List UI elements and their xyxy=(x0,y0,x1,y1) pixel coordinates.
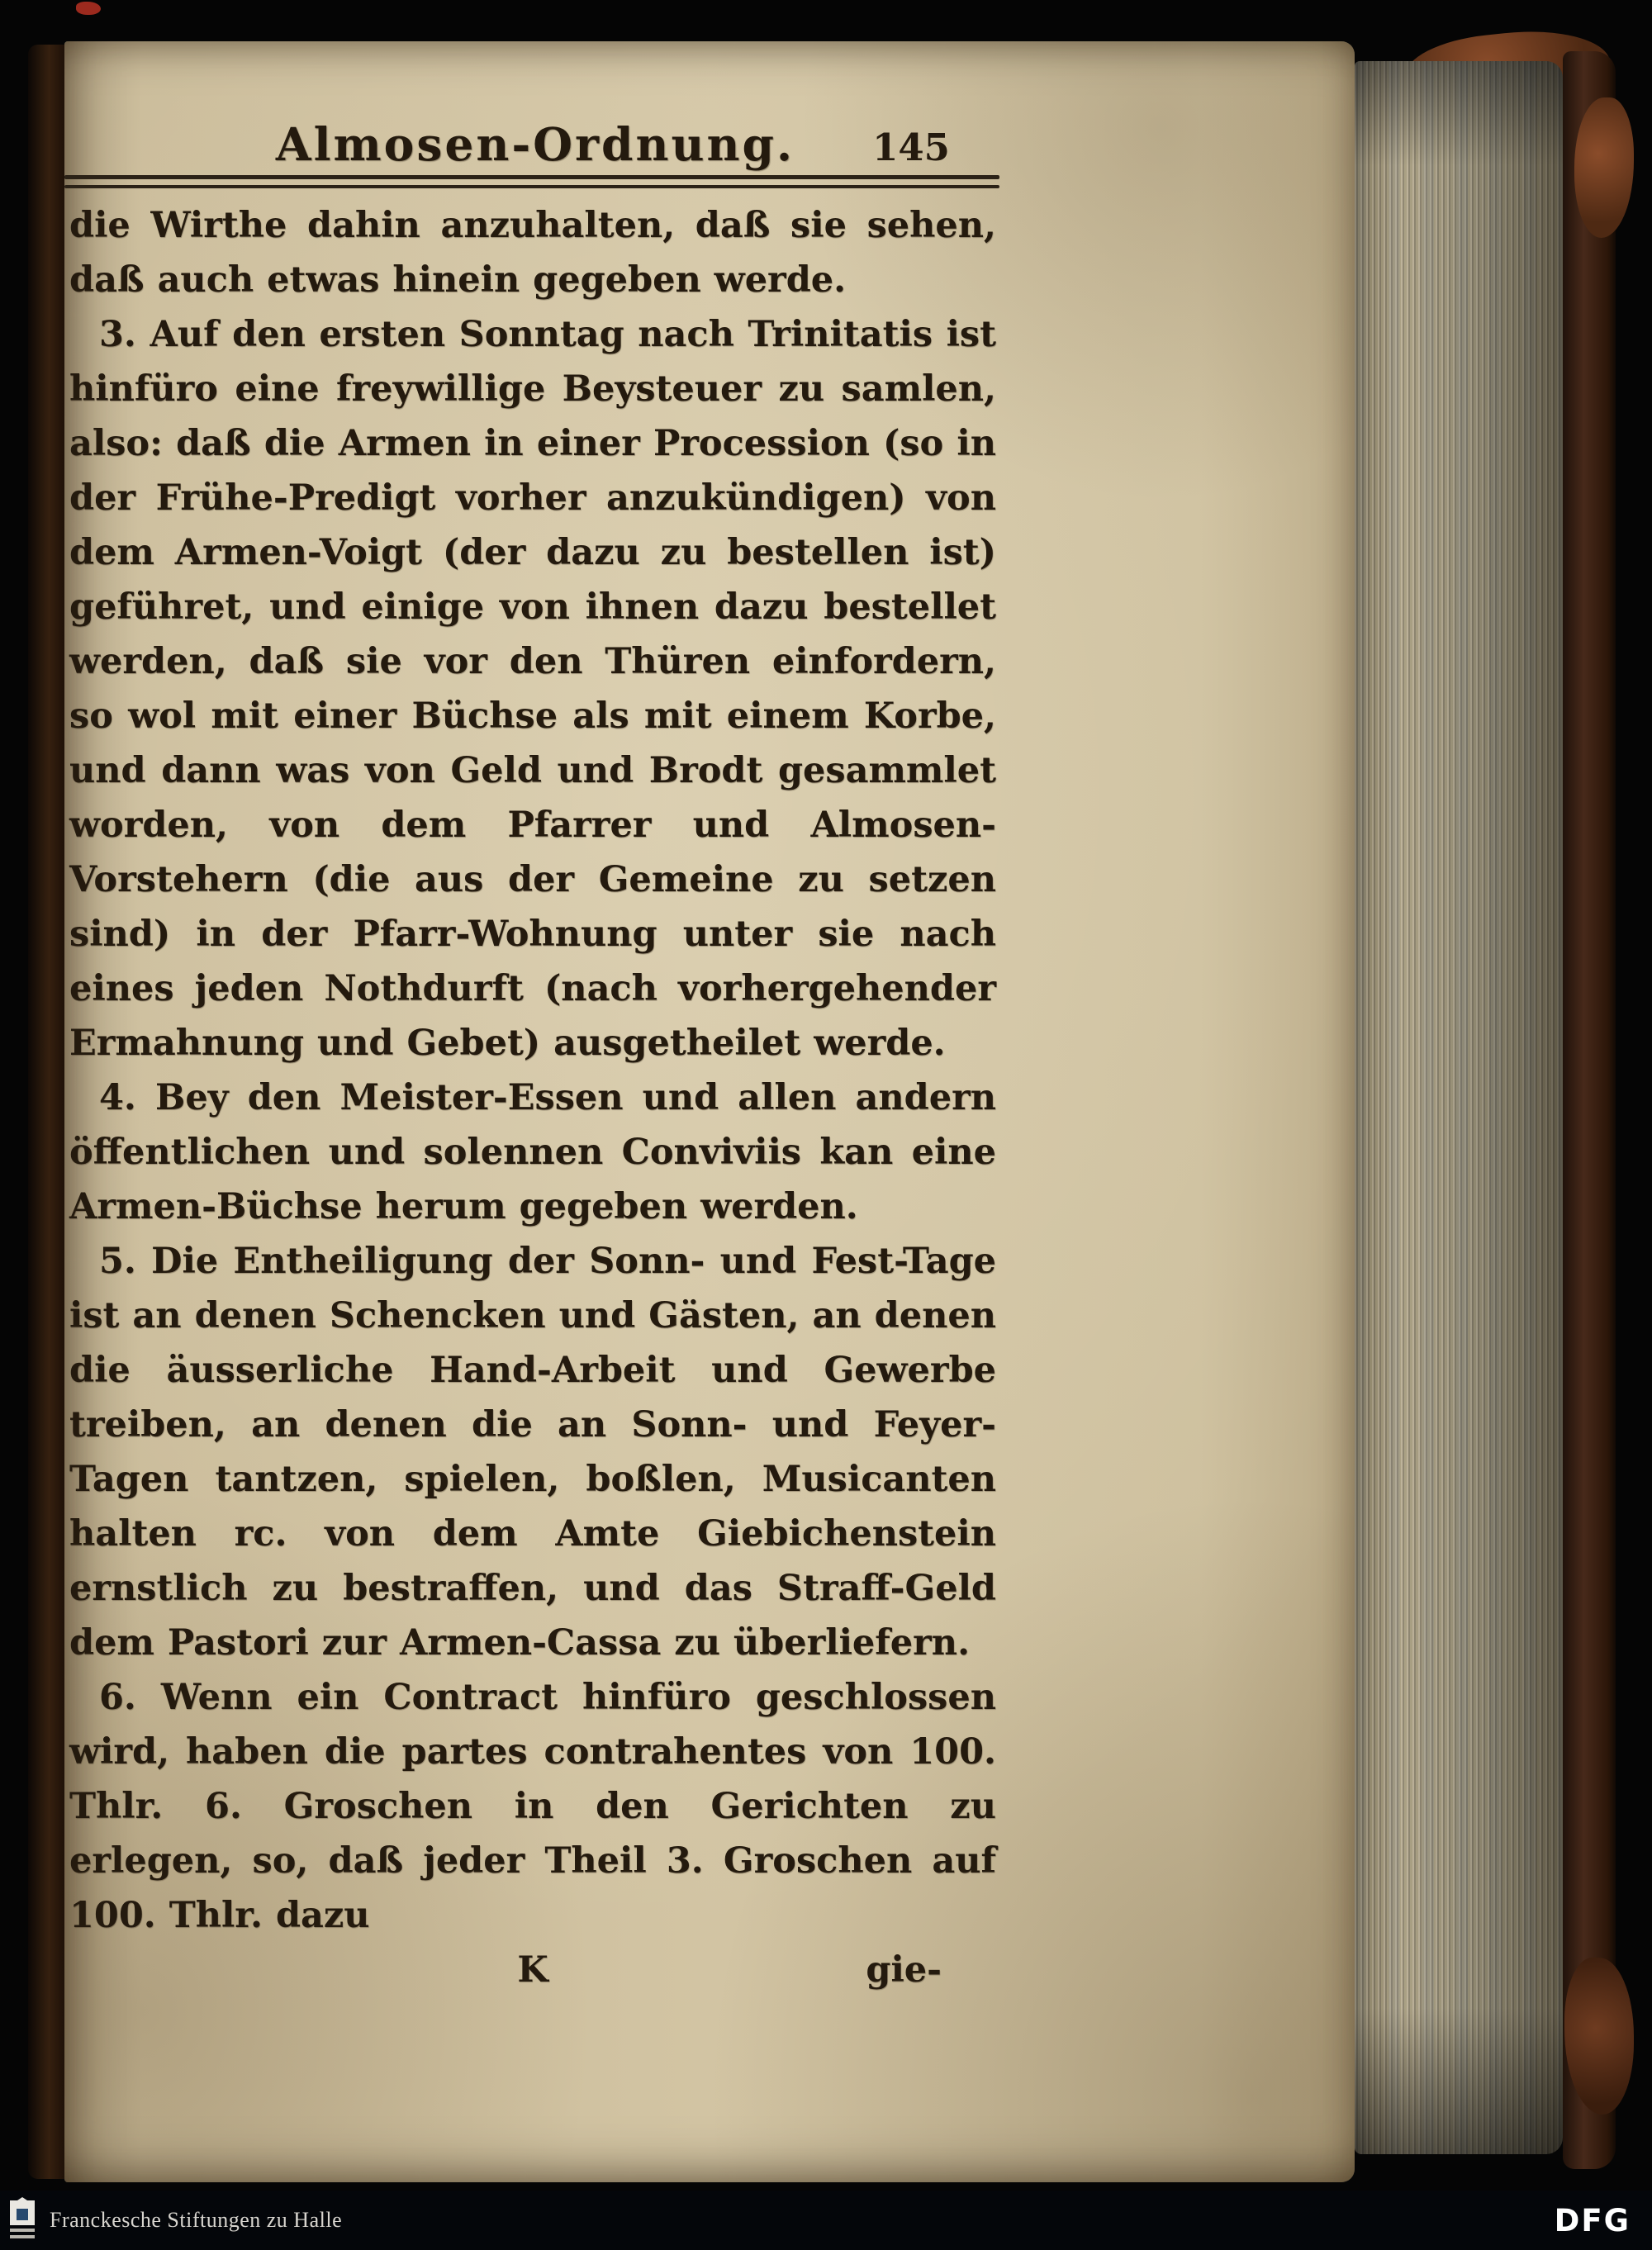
digitization-footer xyxy=(0,2191,1652,2250)
paragraph-item-4: 4. Bey den Meister-Essen und allen andern öffentlichen und solennen Conviviis kan eine Armen-Büchse herum gegeben werden. xyxy=(69,1077,996,1227)
page-title: Almosen-Ordnung. xyxy=(275,117,795,171)
paragraph-item-3: 3. Auf den ersten Sonntag nach Trinitatis ist hinfüro eine freywillige Beysteuer zu samlen, also: daß die Armen in einer Procession (so in der Frühe-Predigt vorher anzukündigen) von dem Armen-Voigt (der dazu zu bestellen ist) geführet, und einige von ihnen dazu bestellet werden, daß sie vor den Thüren einfordern, so wol mit einer Büchse als mit einem Korbe, und dann was von Geld und Brodt gesammlet worden, von dem Pfarrer und Almosen-Vorstehern (die aus der Gemeine zu setzen sind) in der Pfarr-Wohnung unter sie nach eines jeden Nothdurft (nach vorhergehender Ermahnung und Gebet) ausgetheilet werde. xyxy=(69,314,996,1064)
book-page xyxy=(64,41,1355,2182)
leather-tear-right xyxy=(1574,97,1634,238)
book-cover-right xyxy=(1563,51,1616,2169)
paragraph-item-5: 5. Die Entheiligung der Sonn- und Fest-Tage ist an denen Schencken und Gästen, an denen die äusserliche Hand-Arbeit und Gewerbe treiben, an denen die an Sonn- und Feyer-Tagen tantzen, spielen, boßlen, Musicanten halten rc. von dem Amte Giebichenstein ernstlich zu bestraffen, und das Straff-Geld dem Pastori zur Armen-Cassa zu überliefern. xyxy=(69,1241,996,1664)
franckesche-stiftungen-logo-icon xyxy=(7,2197,38,2243)
rule-bottom xyxy=(64,185,999,188)
page-text xyxy=(69,198,996,1997)
dfg-logo: DFG xyxy=(1554,2202,1631,2238)
page-number: 145 xyxy=(872,126,950,169)
paragraph-continuation: die Wirthe dahin anzuhalten, daß sie sehen, daß auch etwas hinein gegeben werde. xyxy=(69,205,996,301)
signature-mark: K xyxy=(517,1949,548,1991)
running-head xyxy=(69,117,1001,171)
catchword-row xyxy=(69,1943,996,1997)
book-spine-edge xyxy=(28,45,66,2179)
institution-credit: Franckesche Stiftungen zu Halle xyxy=(50,2208,343,2232)
paragraph-item-6: 6. Wenn ein Contract hinfüro geschlossen wird, haben die partes contrahentes von 100. Thlr. 6. Groschen in den Gerichten zu erlegen, so, daß jeder Theil 3. Groschen auf 100. Thlr. dazu xyxy=(69,1677,996,1936)
red-fleck xyxy=(76,2,101,15)
catchword: gie- xyxy=(866,1949,942,1991)
rule-top xyxy=(64,175,999,179)
header-double-rule xyxy=(64,175,999,194)
page-edges-stack xyxy=(1355,61,1563,2154)
